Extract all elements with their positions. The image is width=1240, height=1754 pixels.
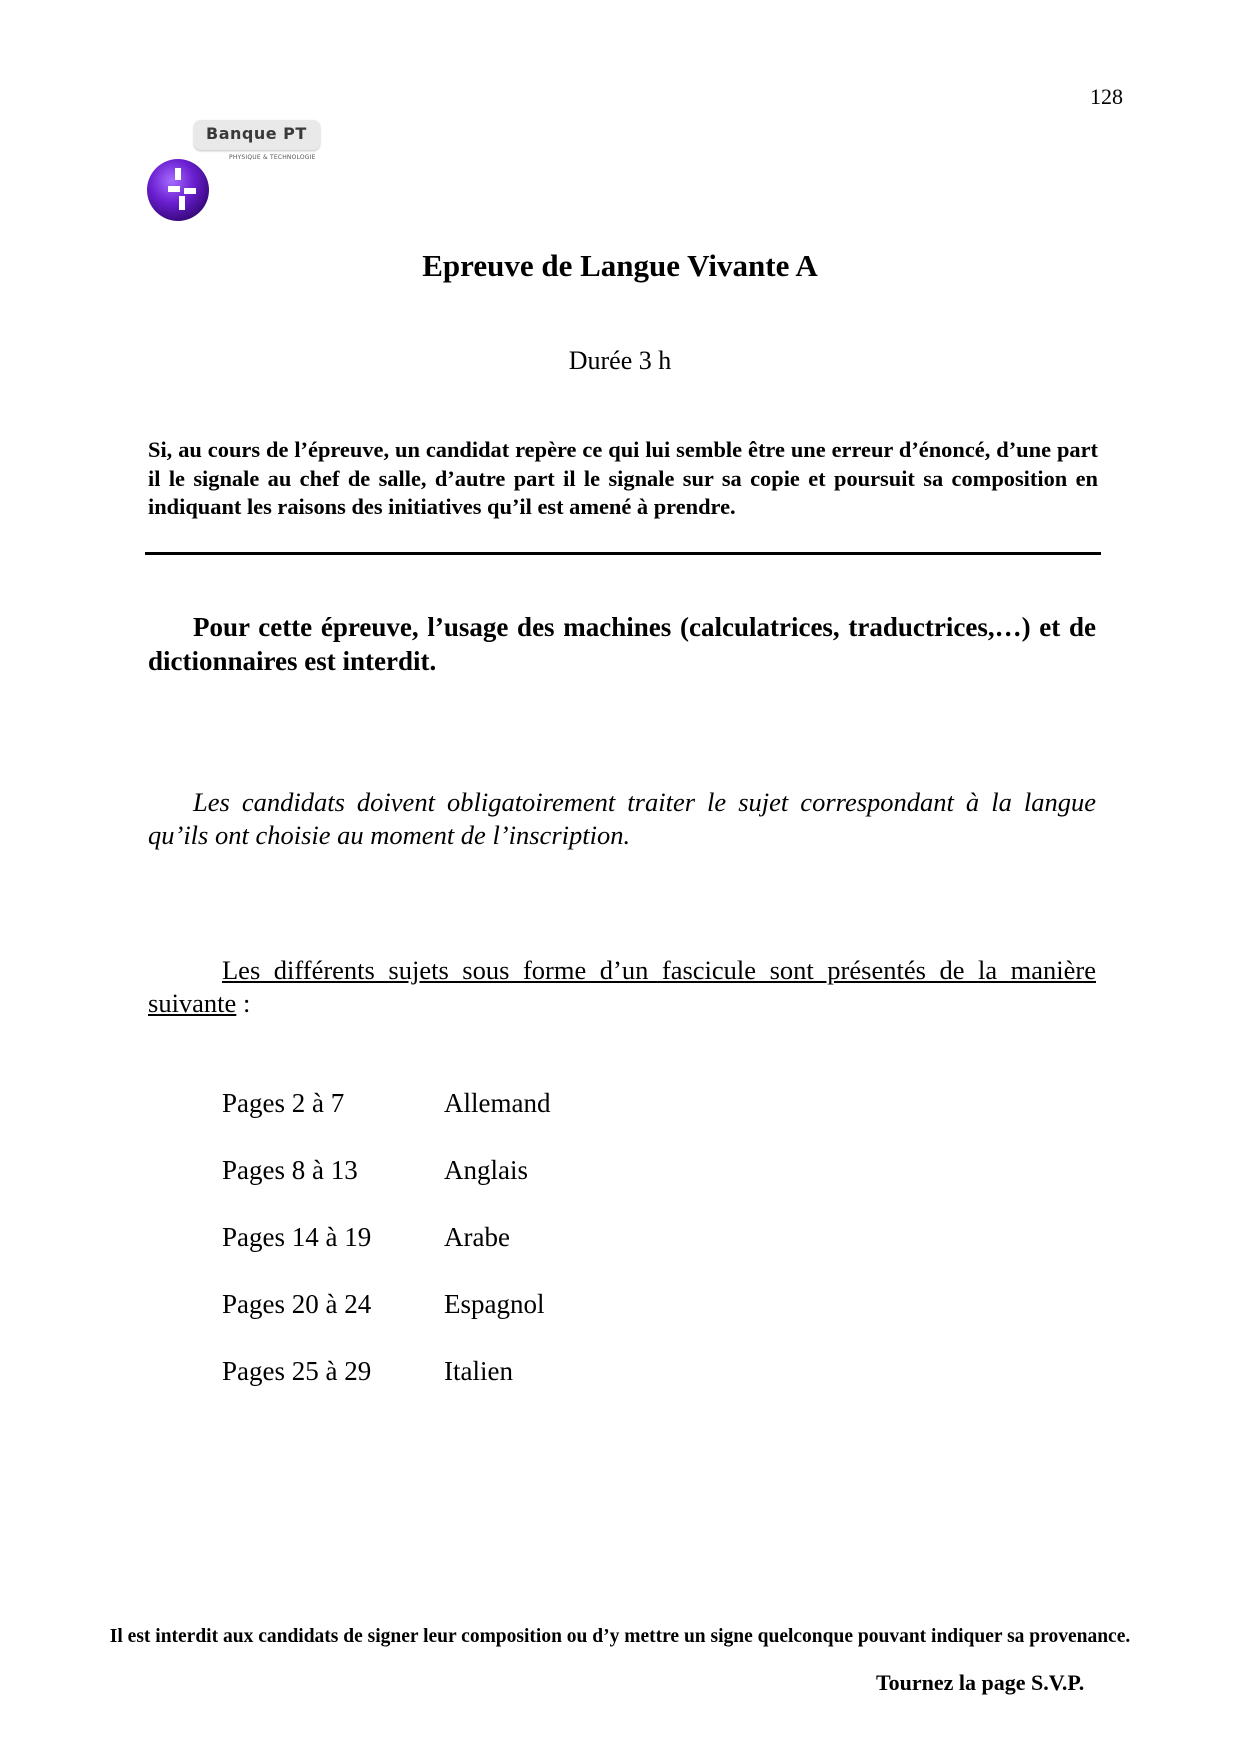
page-range: Pages 8 à 13 <box>222 1155 358 1185</box>
page-title: Epreuve de Langue Vivante A <box>422 248 818 283</box>
page-range: Pages 14 à 19 <box>222 1222 372 1252</box>
logo-plus-icon <box>146 158 210 222</box>
list-item <box>222 1289 550 1356</box>
horizontal-divider <box>145 552 1101 555</box>
logo-subtitle: PHYSIQUE & TECHNOLOGIE <box>229 154 316 161</box>
turn-page-note: Tournez la page S.V.P. <box>876 1670 1085 1695</box>
logo-name: Banque PT <box>206 124 307 143</box>
language-name: Arabe <box>444 1222 510 1252</box>
subjects-intro-text: Les différents sujets sous forme d’un fascicule sont présentés de la manière suivante <box>148 955 1096 1018</box>
subjects-list <box>222 1088 550 1423</box>
banque-pt-logo <box>146 120 346 220</box>
logo-badge <box>194 120 320 150</box>
page-number: 128 <box>1090 84 1123 109</box>
subjects-intro-suffix: : <box>236 988 251 1018</box>
language-name: Anglais <box>444 1155 528 1185</box>
language-name: Espagnol <box>444 1289 545 1319</box>
page-range: Pages 20 à 24 <box>222 1289 372 1319</box>
machines-notice: Pour cette épreuve, l’usage des machines (calculatrices, traductrices,…) et de dictionnaires est interdit. <box>148 612 1096 676</box>
language-name: Allemand <box>444 1088 551 1118</box>
language-name: Italien <box>444 1356 513 1386</box>
footer-note: Il est interdit aux candidats de signer leur composition ou d’y mettre un signe quelconque pouvant indiquer sa provenance. <box>109 1626 1131 1647</box>
subjects-intro <box>148 954 1096 1020</box>
page-range: Pages 2 à 7 <box>222 1088 345 1118</box>
list-item <box>222 1356 550 1423</box>
candidates-notice: Les candidats doivent obligatoirement traiter le sujet correspondant à la langue qu’ils ont choisie au moment de l’inscription. <box>148 787 1096 850</box>
list-item <box>222 1088 550 1155</box>
exam-duration: Durée 3 h <box>568 346 672 375</box>
page-range: Pages 25 à 29 <box>222 1356 372 1386</box>
error-warning-paragraph: Si, au cours de l’épreuve, un candidat repère ce qui lui semble être une erreur d’énoncé, d’une part il le signale au chef de salle, d’autre part il le signale sur sa copie et poursuit sa composition en indiquant les raisons des initiatives qu’il est amené à prendre. <box>148 437 1098 519</box>
list-item <box>222 1155 550 1222</box>
list-item <box>222 1222 550 1289</box>
